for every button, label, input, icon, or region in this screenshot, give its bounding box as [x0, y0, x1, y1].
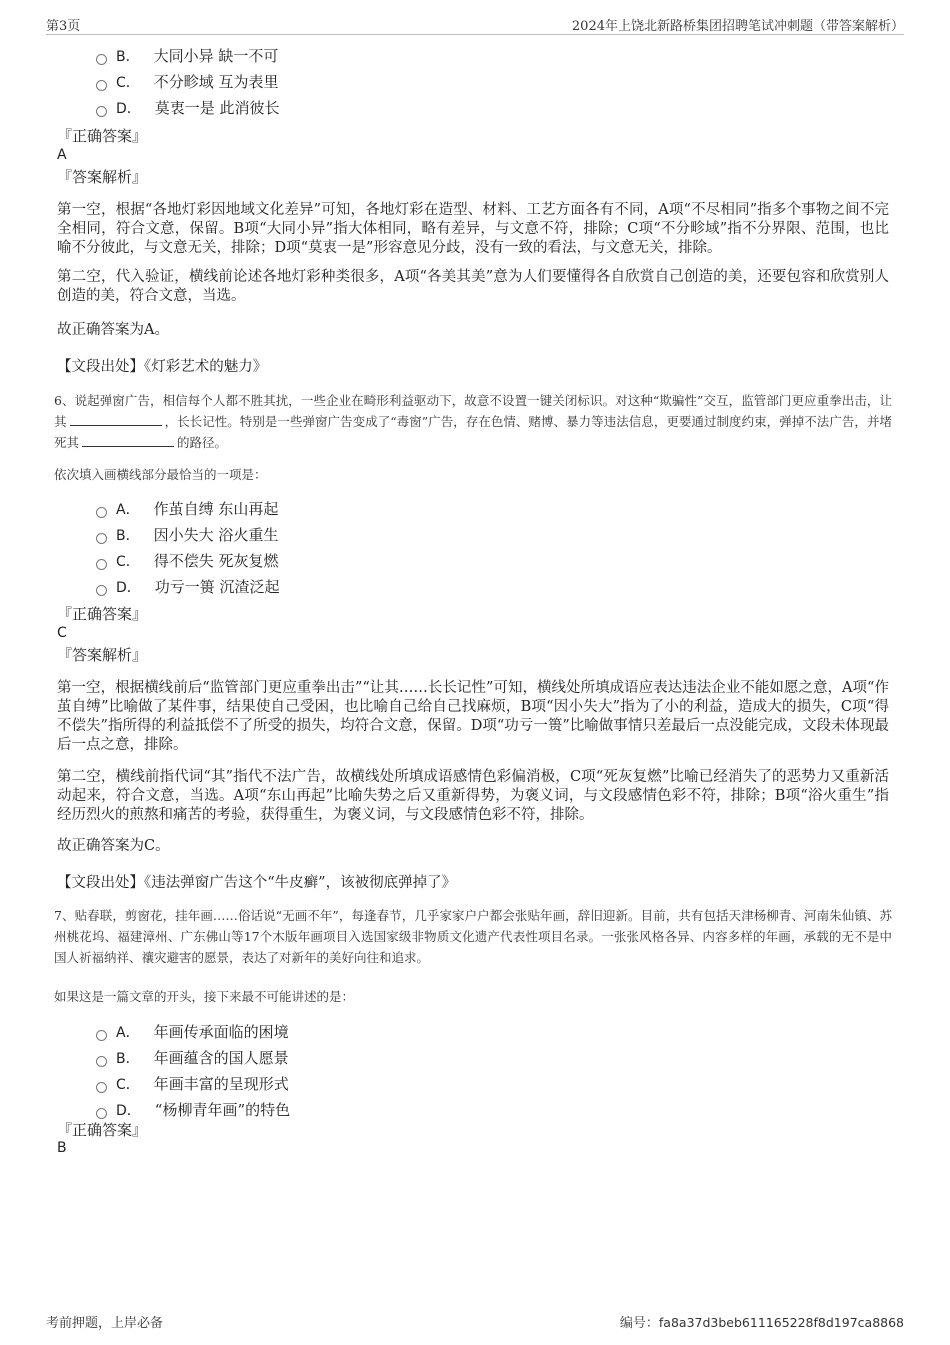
q5-analysis-paragraph: 第一空，根据“各地灯彩因地域文化差异”可知，各地灯彩在造型、材料、工艺方面各有不同，A项“不尽相同”指多个事物之间不完全相同，符合文意，保留。B项“大同小异”指大体相同，略有差异，与文意不符，排除；C项“不分畛域”指不分界限、范围，也比喻不分彼此，与文意无关，排除；D项“莫衷一是”形容意见分歧，没有一致的看法，与文意无关，排除。: [57, 202, 889, 256]
page-header: [46, 14, 904, 35]
q5-option-d[interactable]: D． 莫衷一是 此消彼长: [96, 97, 280, 119]
q7-prompt: 如果这是一篇文章的开头，接下来最不可能讲述的是：: [54, 989, 355, 1004]
q5-conclusion: 故正确答案为A。: [57, 322, 169, 338]
radio-icon[interactable]: [96, 1056, 107, 1067]
q6-analysis-paragraph: 第一空，根据横线前后“监管部门更应重拳出击”“让其……长长记性”可知，横线处所填成语应表达违法企业不能如愿之意，A项“作茧自缚”比喻做了某件事，结果使自己受困，也比喻自己给自己找麻烦，B项“因小失大”指为了小的利益，造成大的损失，C项“得不偿失”指所得的利益抵偿不了所受的损失，均符合文意，保留。D项“功亏一篑”比喻做事情只差最后一点没能完成，文段未体现最后一点之意，排除。: [57, 680, 889, 753]
radio-icon[interactable]: [96, 1030, 107, 1041]
q6-option-c[interactable]: C． 得不偿失 死灰复燃: [96, 550, 279, 572]
q6-answer-label: 『正确答案』: [57, 605, 148, 623]
radio-icon[interactable]: [96, 54, 107, 65]
q6-option-d[interactable]: D． 功亏一篑 沉渣泛起: [96, 576, 280, 598]
fill-blank: [82, 434, 174, 447]
q6-option-a[interactable]: A． 作茧自缚 东山再起: [96, 498, 278, 520]
radio-icon[interactable]: [96, 507, 107, 518]
q7-stem: 7、贴春联，剪窗花，挂年画……俗话说“无画不年”，每逢春节，几乎家家户户都会张贴年画，辞旧迎新。目前，共有包括天津杨柳青、河南朱仙镇、苏州桃花坞、福建漳州、广东佛山等17个木版年画项目入选国家级非物质文化遗产代表性项目名录。一张张风格各异、内容多样的年画，承载的无不是中国人祈福纳祥、禳灾避害的愿景，表达了对新年的美好向往和追求。: [54, 908, 892, 965]
radio-icon[interactable]: [96, 80, 107, 91]
footer-slogan: 考前押题，上岸必备: [46, 1316, 164, 1331]
radio-icon[interactable]: [96, 533, 107, 544]
q5-option-c[interactable]: C． 不分畛域 互为表里: [96, 71, 279, 93]
q5-analysis-paragraph: 第二空，代入验证，横线前论述各地灯彩种类很多，A项“各美其美”意为人们要懂得各自欣赏自己创造的美，还要包容和欣赏别人创造的美，符合文意，当选。: [57, 269, 889, 304]
q6-conclusion: 故正确答案为C。: [57, 838, 170, 854]
radio-icon[interactable]: [96, 559, 107, 570]
document-code: fa8a37d3beb611165228f8d197ca8868: [658, 1315, 904, 1330]
radio-icon[interactable]: [96, 585, 107, 596]
page-footer: [46, 1312, 904, 1332]
q6-answer: C: [57, 625, 67, 641]
q6-analysis-paragraph: 第二空，横线前指代词“其”指代不法广告，故横线处所填成语感情色彩偏消极，C项“死灰复燃”比喻已经消失了的恶势力又重新活动起来，符合文意，当选。A项“东山再起”比喻失势之后又重新得势，为褒义词，与文段感情色彩不符，排除；B项“浴火重生”指经历烈火的煎熬和痛苦的考验，获得重生，为褒义词，与文段感情色彩不符，排除。: [57, 769, 889, 823]
q6-option-b[interactable]: B． 因小失大 浴火重生: [96, 524, 278, 546]
radio-icon[interactable]: [96, 1108, 107, 1119]
q7-answer-label: 『正确答案』: [57, 1121, 148, 1139]
q5-answer-label: 『正确答案』: [57, 127, 148, 145]
q7-answer: B: [57, 1140, 67, 1156]
q6-stem: 6、说起弹窗广告，相信每个人都不胜其扰，一些企业在畸形利益驱动下，故意不设置一键关闭标识。对这种“欺骗性”交互，监管部门更应重拳出击，让其 ，长长记性。特别是一些弹窗广告变成了“毒窗”广告，存在色情、赌博、暴力等违法信息，更要通过制度约束，弹掉不法广告，并堵死其 的路径。: [54, 393, 892, 450]
radio-icon[interactable]: [96, 1082, 107, 1093]
q5-option-b[interactable]: B． 大同小异 缺一不可: [96, 45, 278, 67]
q6-analysis-label: 『答案解析』: [57, 646, 148, 664]
q5-source: 【文段出处】《灯彩艺术的魅力》: [57, 359, 268, 375]
q5-answer: A: [57, 147, 67, 163]
q7-option-a[interactable]: A． 年画传承面临的困境: [96, 1021, 289, 1043]
q7-option-c[interactable]: C． 年画丰富的呈现形式: [96, 1073, 289, 1095]
q6-source: 【文段出处】《违法弹窗广告这个“牛皮癣”，该被彻底弹掉了》: [57, 875, 457, 891]
page-number: 第3页: [46, 19, 81, 34]
footer-code: 编号：fa8a37d3beb611165228f8d197ca8868: [619, 1315, 904, 1331]
q7-option-d[interactable]: D． “杨柳青年画”的特色: [96, 1099, 290, 1121]
radio-icon[interactable]: [96, 106, 107, 117]
q5-analysis-label: 『答案解析』: [57, 168, 148, 186]
q7-option-b[interactable]: B． 年画蕴含的国人愿景: [96, 1047, 289, 1069]
document-title: 2024年上饶北新路桥集团招聘笔试冲刺题（带答案解析）: [571, 19, 904, 34]
fill-blank: [70, 413, 162, 426]
q6-prompt: 依次填入画横线部分最恰当的一项是：: [54, 467, 267, 482]
